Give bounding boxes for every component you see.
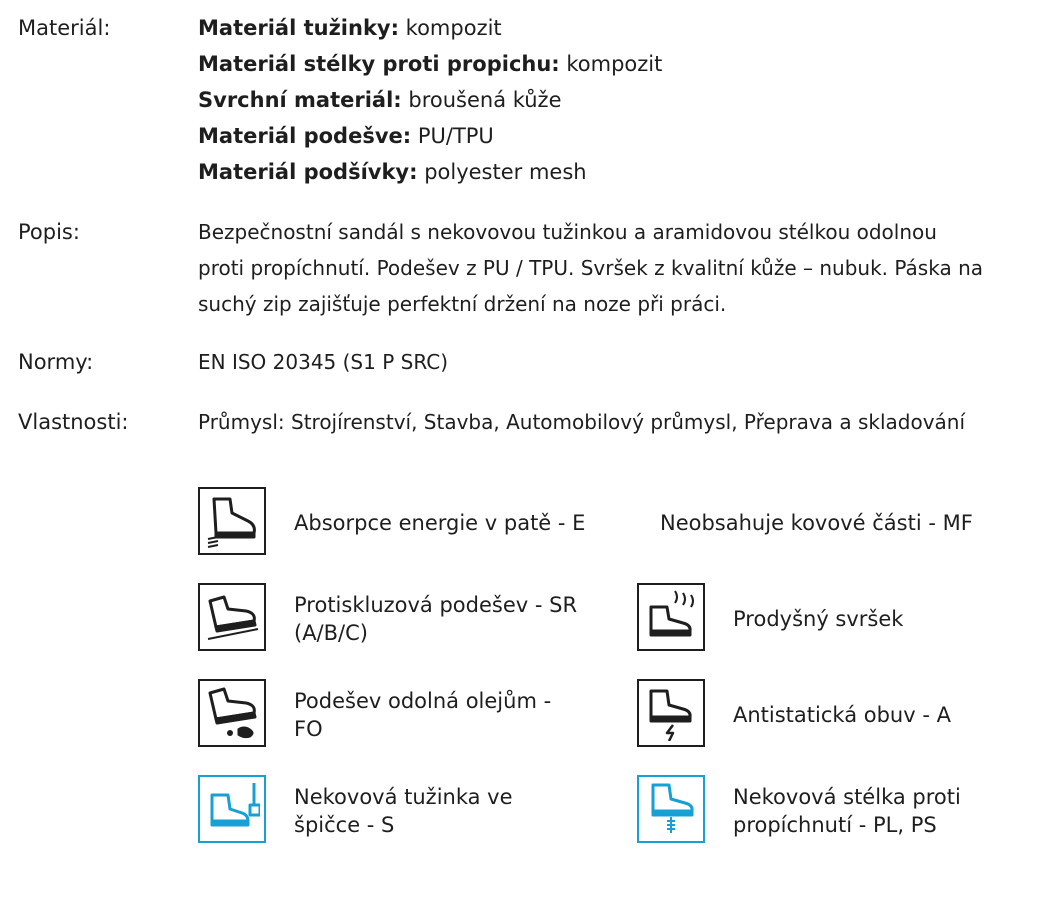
- puncture-boot-icon: [637, 775, 705, 843]
- material-section: [18, 10, 1041, 190]
- feature-text: Neobsahuje kovové části - MF: [660, 511, 973, 535]
- breathable-boot-icon: [637, 583, 705, 651]
- material-item-name: Svrchní materiál:: [198, 88, 402, 112]
- normy-label: Normy:: [18, 350, 94, 374]
- feature-text: Protiskluzová podešev - SR (A/B/C): [294, 593, 578, 645]
- feature-item: [198, 775, 598, 847]
- vlastnosti-label: Vlastnosti:: [18, 410, 129, 434]
- feature-text: Podešev odolná olejům - FO: [294, 689, 552, 741]
- popis-section: [18, 214, 1041, 322]
- material-item: [198, 46, 1041, 82]
- slip-resistant-boot-icon: [198, 583, 266, 651]
- feature-text: Prodyšný svršek: [733, 607, 904, 631]
- vlastnosti-value: Průmysl: Strojírenství, Stavba, Automobilový průmysl, Přeprava a skladování: [198, 410, 966, 434]
- feature-item: [637, 775, 1037, 847]
- popis-label: Popis:: [18, 220, 80, 244]
- popis-line: proti propíchnutí. Podešev z PU / TPU. Svršek z kvalitní kůže – nubuk. Páska na: [198, 256, 983, 280]
- popis-line: Bezpečnostní sandál s nekovovou tužinkou a aramidovou stélkou odolnou: [198, 220, 937, 244]
- material-item-value: kompozit: [559, 52, 663, 76]
- feature-text: Nekovová stélka proti propíchnutí - PL, PS: [733, 785, 961, 837]
- feature-item: [198, 583, 598, 655]
- material-item: [198, 118, 1041, 154]
- popis-text: [198, 214, 1041, 322]
- normy-section: [18, 344, 1041, 380]
- feature-text: Nekovová tužinka ve špičce - S: [294, 785, 513, 837]
- feature-text: Absorpce energie v patě - E: [294, 511, 586, 535]
- feature-item: [198, 679, 598, 751]
- popis-line: suchý zip zajišťuje perfektní držení na noze při práci.: [198, 292, 727, 316]
- feature-item: [198, 487, 598, 559]
- feature-item: [637, 679, 1037, 751]
- material-label: Materiál:: [18, 16, 111, 40]
- material-item-name: Materiál podšívky:: [198, 160, 418, 184]
- material-item: [198, 154, 1041, 190]
- toecap-boot-icon: [198, 775, 266, 843]
- material-item-name: Materiál podešve:: [198, 124, 412, 148]
- normy-value: EN ISO 20345 (S1 P SRC): [198, 350, 448, 374]
- material-item-value: broušená kůže: [401, 88, 562, 112]
- material-values: [198, 10, 1041, 190]
- feature-item: [660, 487, 1040, 559]
- feature-text: Antistatická obuv - A: [733, 703, 951, 727]
- antistatic-boot-icon: [637, 679, 705, 747]
- material-item-value: PU/TPU: [411, 124, 494, 148]
- feature-item: [637, 583, 1037, 655]
- material-item: [198, 10, 1041, 46]
- material-item-name: Materiál stélky proti propichu:: [198, 52, 560, 76]
- material-item-value: polyester mesh: [417, 160, 587, 184]
- oil-resistant-boot-icon: [198, 679, 266, 747]
- material-item: [198, 82, 1041, 118]
- heel-energy-boot-icon: [198, 487, 266, 555]
- material-item-name: Materiál tužinky:: [198, 16, 399, 40]
- material-item-value: kompozit: [399, 16, 502, 40]
- vlastnosti-section: [18, 404, 1041, 440]
